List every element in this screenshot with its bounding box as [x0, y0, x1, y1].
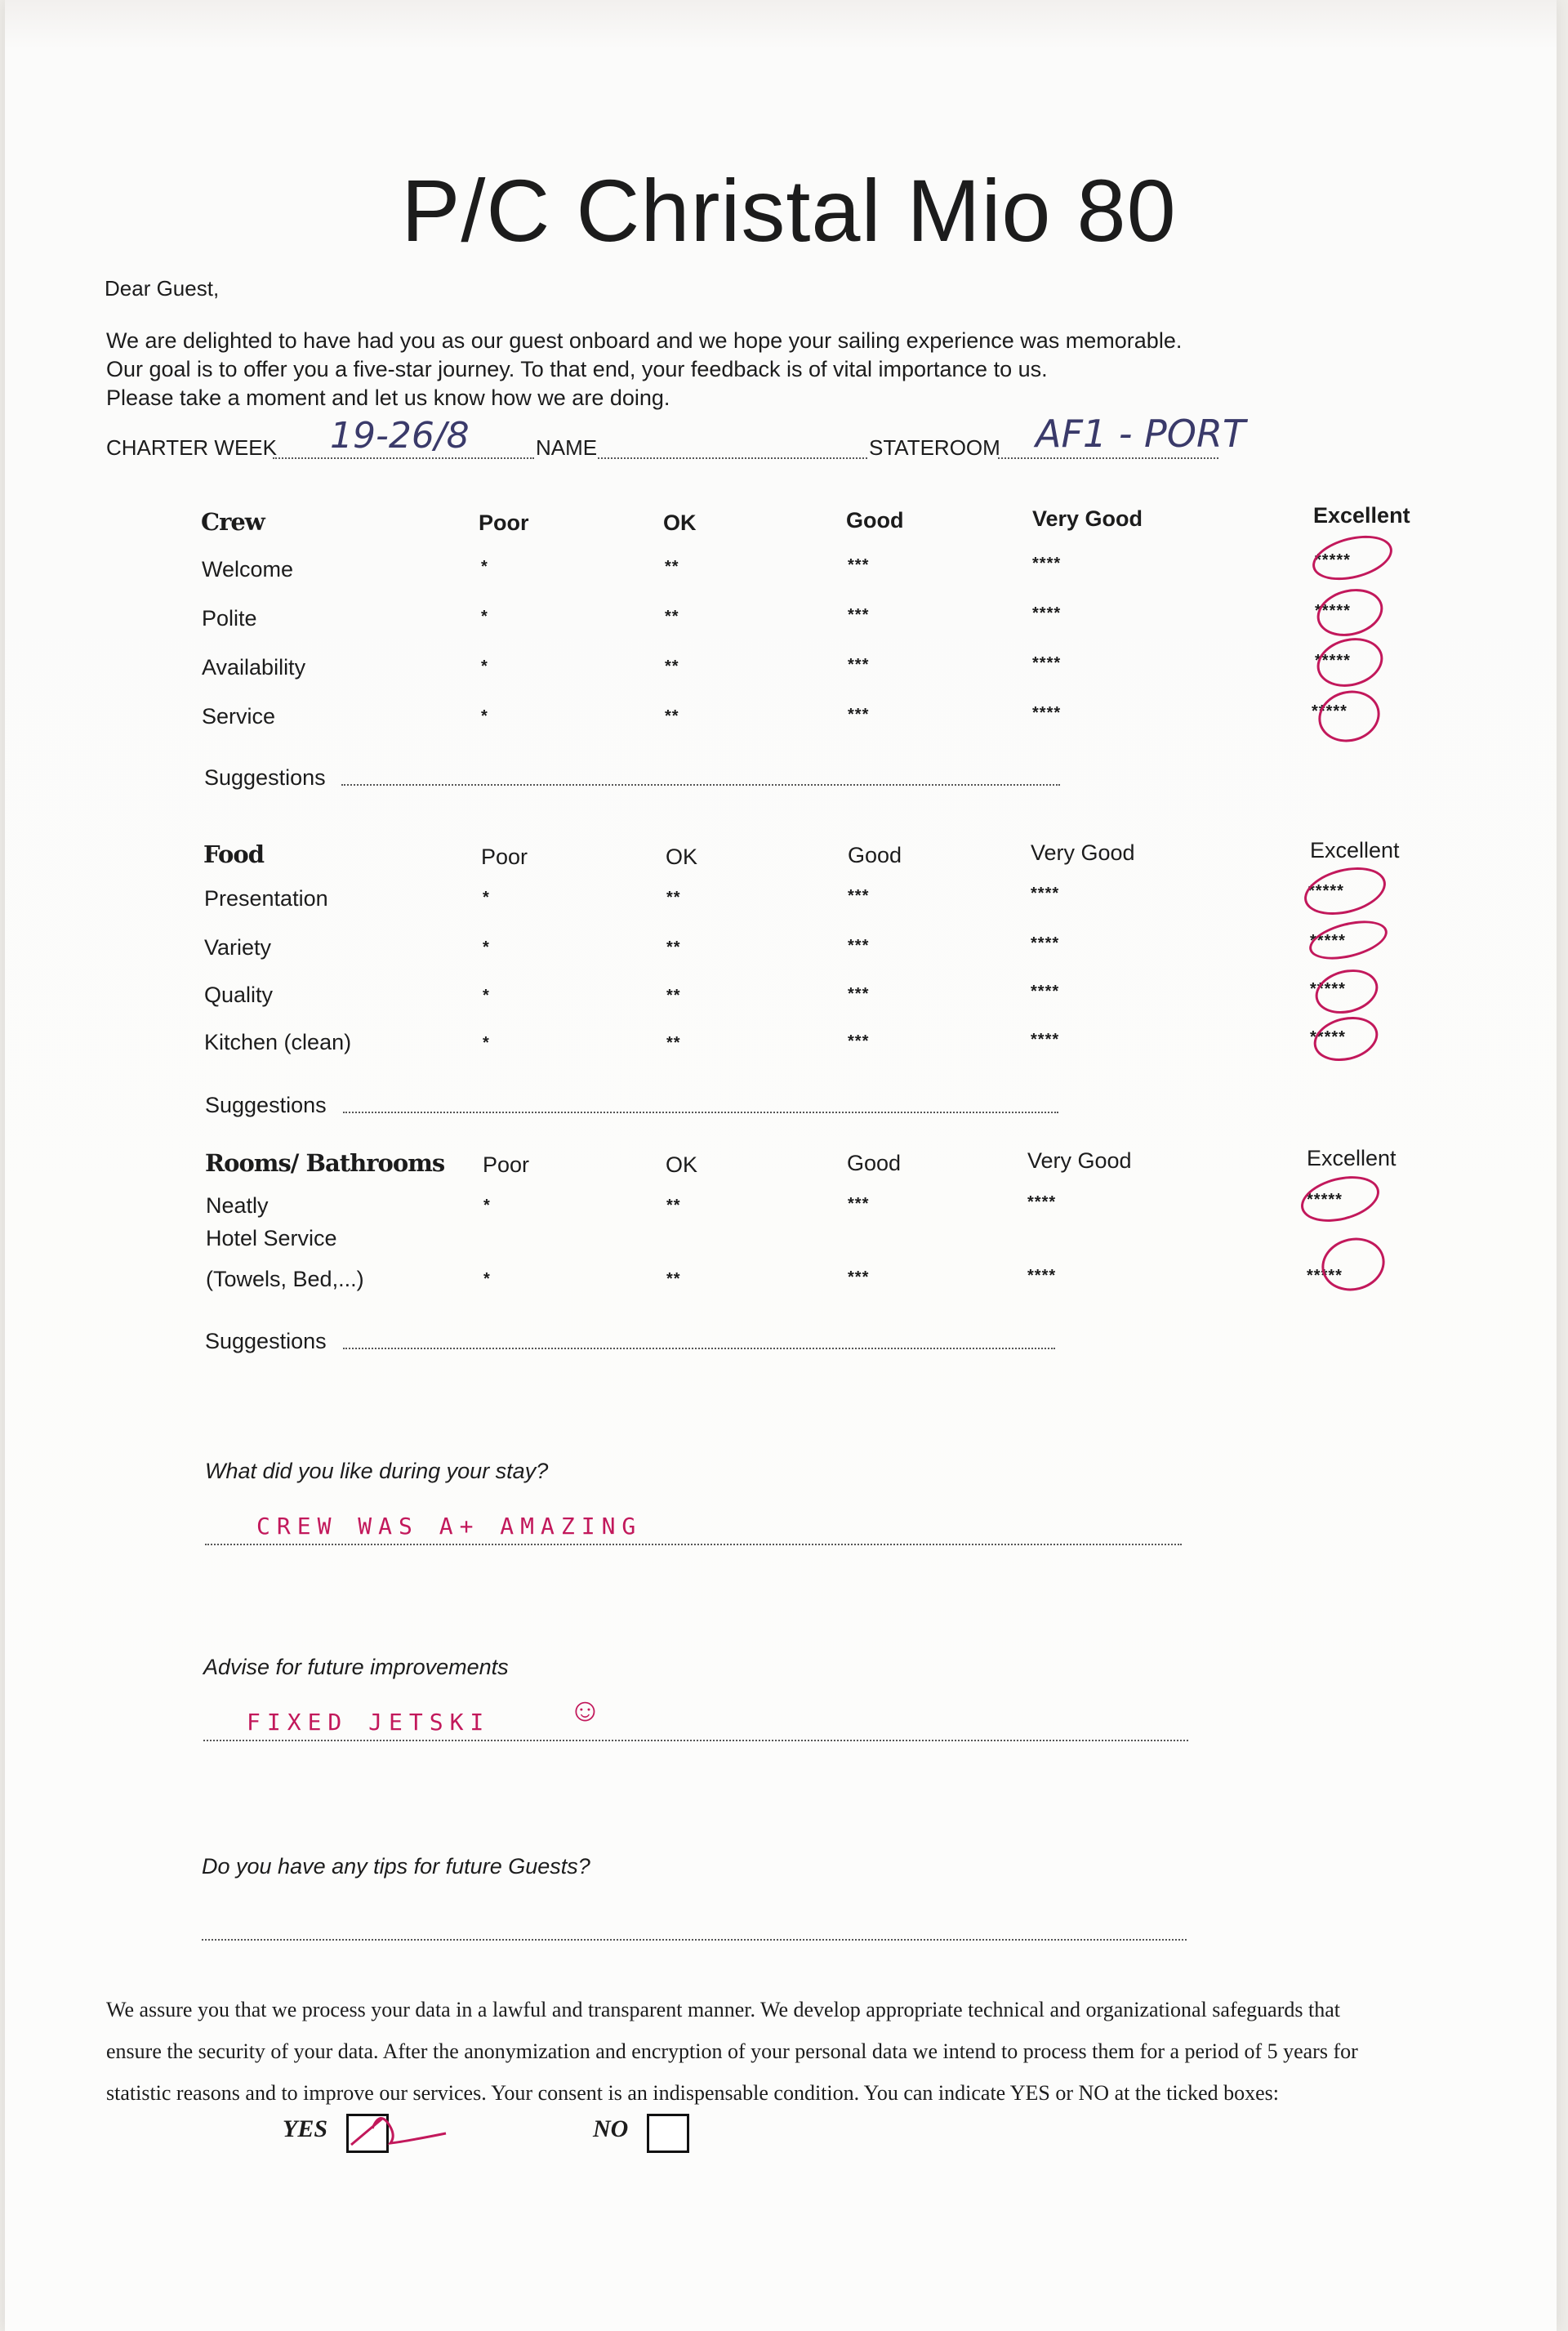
rating-very-good[interactable]: ****	[1031, 934, 1060, 952]
circled-rating-mark	[1311, 963, 1383, 1019]
rating-good[interactable]: ***	[848, 706, 870, 724]
intro-paragraph	[106, 327, 1250, 412]
rating-ok[interactable]: **	[666, 987, 681, 1005]
rating-very-good[interactable]: ****	[1031, 885, 1060, 903]
rating-poor[interactable]: *	[483, 987, 490, 1005]
suggestions-field[interactable]	[341, 784, 1060, 786]
rating-ok[interactable]: **	[665, 657, 679, 675]
column-poor: Poor	[481, 845, 528, 869]
consent-line: ensure the security of your data. After the anonymization and encryption of your personal data we intend to process them for a period of 5 years for	[106, 2039, 1358, 2063]
column-poor: Poor	[483, 1152, 530, 1177]
rating-poor[interactable]: *	[481, 707, 488, 725]
suggestions-label: Suggestions	[204, 765, 326, 790]
circled-rating-mark	[1307, 528, 1396, 588]
rating-ok[interactable]: **	[665, 707, 679, 725]
question-liked: What did you like during your stay?	[205, 1459, 549, 1483]
row-label-neatly: Neatly	[206, 1193, 269, 1218]
stateroom-field[interactable]	[998, 457, 1218, 459]
no-label: NO	[593, 2115, 629, 2142]
rating-poor[interactable]: *	[483, 889, 490, 907]
form-title: P/C Christal Mio 80	[401, 161, 1177, 260]
rating-good[interactable]: ***	[848, 606, 870, 624]
consent-line: We assure you that we process your data in a lawful and transparent manner. We develop appropriate technical and organizational safeguards that	[106, 1998, 1340, 2021]
rating-excellent[interactable]: *****	[1310, 1028, 1346, 1046]
name-label: NAME	[536, 435, 598, 460]
stateroom-value: AF1 - PORT	[1036, 412, 1246, 456]
row-label-availability: Availability	[202, 655, 306, 680]
circled-rating-mark	[1312, 582, 1388, 643]
yes-label: YES	[283, 2115, 328, 2142]
row-label-towels-bed: (Towels, Bed,...)	[206, 1267, 364, 1291]
checkmark-icon	[340, 2104, 454, 2161]
name-field[interactable]	[598, 457, 867, 459]
column-good: Good	[848, 843, 902, 867]
circled-rating-mark	[1309, 1010, 1383, 1067]
no-checkbox[interactable]	[647, 2114, 689, 2153]
answer-tips-field[interactable]	[202, 1939, 1187, 1941]
charter-week-value: 19-26/8	[330, 415, 470, 457]
rating-poor[interactable]: *	[483, 938, 490, 956]
intro-line: Our goal is to offer you a five-star journey. To that end, your feedback is of vital importance to us.	[106, 357, 1048, 381]
row-label-service: Service	[202, 704, 276, 729]
charter-week-field[interactable]	[273, 457, 534, 459]
consent-line: statistic reasons and to improve our services. Your consent is an indispensable condition. You can indicate YES or NO at the ticked boxes:	[106, 2081, 1280, 2105]
suggestions-label: Suggestions	[205, 1329, 327, 1353]
suggestions-field[interactable]	[343, 1348, 1055, 1349]
circled-rating-mark	[1299, 859, 1391, 922]
rating-excellent[interactable]: *****	[1310, 980, 1346, 998]
row-label-variety: Variety	[204, 935, 272, 960]
section-heading-crew: Crew	[201, 508, 265, 536]
charter-week-label: CHARTER WEEK	[106, 435, 277, 460]
column-ok: OK	[663, 510, 697, 535]
row-label-kitchen: Kitchen (clean)	[204, 1030, 352, 1054]
circled-rating-mark	[1312, 631, 1388, 693]
section-heading-food: Food	[203, 840, 264, 868]
suggestions-label: Suggestions	[205, 1093, 327, 1117]
rating-excellent[interactable]: *****	[1315, 602, 1351, 620]
intro-line: We are delighted to have had you as our guest onboard and we hope your sailing experience was memorable.	[106, 328, 1183, 353]
column-very-good: Very Good	[1027, 1148, 1132, 1173]
rating-very-good[interactable]: ****	[1031, 1031, 1060, 1049]
rating-good[interactable]: ***	[848, 1268, 870, 1286]
rating-good[interactable]: ***	[848, 556, 870, 574]
rating-ok[interactable]: **	[666, 889, 681, 907]
rating-excellent[interactable]: *****	[1307, 1267, 1343, 1285]
circled-rating-mark	[1316, 1232, 1390, 1298]
rating-ok[interactable]: **	[666, 1197, 681, 1215]
feedback-form-page	[5, 0, 1557, 2331]
rating-good[interactable]: ***	[848, 1032, 870, 1050]
rating-very-good[interactable]: ****	[1032, 555, 1062, 573]
consent-text	[106, 1989, 1494, 2114]
smiley-doodle: ☺	[568, 1692, 602, 1728]
rating-ok[interactable]: **	[666, 1270, 681, 1288]
rating-good[interactable]: ***	[848, 656, 870, 674]
column-excellent: Excellent	[1310, 838, 1400, 862]
suggestions-field[interactable]	[343, 1112, 1058, 1113]
rating-excellent[interactable]: *****	[1310, 932, 1346, 950]
column-ok: OK	[666, 1152, 698, 1177]
rating-excellent[interactable]: *****	[1312, 702, 1348, 720]
rating-poor[interactable]: *	[483, 1197, 491, 1215]
answer-liked: CREW WAS A+ AMAZING	[256, 1513, 643, 1540]
rating-very-good[interactable]: ****	[1027, 1267, 1057, 1285]
rating-very-good[interactable]: ****	[1027, 1193, 1057, 1211]
circled-rating-mark	[1296, 1169, 1384, 1229]
rating-poor[interactable]: *	[481, 558, 488, 576]
rating-good[interactable]: ***	[848, 937, 870, 955]
row-label-quality: Quality	[204, 983, 274, 1007]
rating-poor[interactable]: *	[483, 1034, 490, 1052]
rating-good[interactable]: ***	[848, 1195, 870, 1213]
column-good: Good	[846, 508, 904, 533]
column-good: Good	[847, 1151, 902, 1175]
rating-very-good[interactable]: ****	[1032, 704, 1062, 722]
rating-poor[interactable]: *	[481, 657, 488, 675]
question-improvements: Advise for future improvements	[203, 1655, 509, 1679]
salutation: Dear Guest,	[105, 276, 220, 301]
column-very-good: Very Good	[1031, 840, 1135, 865]
circled-rating-mark	[1305, 914, 1391, 966]
answer-improvements: FIXED JETSKI	[247, 1709, 491, 1736]
row-label-polite: Polite	[202, 606, 257, 631]
rating-ok[interactable]: **	[666, 938, 681, 956]
rating-poor[interactable]: *	[481, 608, 488, 626]
row-label-presentation: Presentation	[204, 886, 328, 911]
stateroom-label: STATEROOM	[869, 435, 1000, 460]
question-tips: Do you have any tips for future Guests?	[202, 1854, 590, 1879]
intro-line: Please take a moment and let us know how we are doing.	[106, 386, 670, 410]
row-label-welcome: Welcome	[202, 557, 294, 582]
circled-rating-mark	[1313, 684, 1386, 749]
rating-ok[interactable]: **	[665, 608, 679, 626]
answer-improvements-field[interactable]	[203, 1740, 1188, 1741]
rating-excellent[interactable]: *****	[1315, 652, 1351, 670]
rating-poor[interactable]: *	[483, 1270, 491, 1288]
column-excellent: Excellent	[1307, 1146, 1396, 1170]
rating-excellent[interactable]: *****	[1307, 1191, 1343, 1209]
rating-very-good[interactable]: ****	[1031, 983, 1060, 1001]
rating-excellent[interactable]: *****	[1308, 882, 1344, 900]
column-excellent: Excellent	[1313, 503, 1410, 528]
rating-excellent[interactable]: *****	[1315, 551, 1351, 569]
rating-good[interactable]: ***	[848, 887, 870, 905]
rating-very-good[interactable]: ****	[1032, 604, 1062, 622]
column-poor: Poor	[479, 510, 529, 535]
answer-liked-field[interactable]	[205, 1544, 1182, 1545]
column-ok: OK	[666, 845, 698, 869]
rating-very-good[interactable]: ****	[1032, 654, 1062, 672]
rating-good[interactable]: ***	[848, 985, 870, 1003]
row-label-hotel-service: Hotel Service	[206, 1226, 337, 1250]
section-heading-rooms: Rooms/ Bathrooms	[205, 1149, 445, 1177]
rating-ok[interactable]: **	[665, 558, 679, 576]
rating-ok[interactable]: **	[666, 1034, 681, 1052]
column-very-good: Very Good	[1032, 506, 1143, 531]
